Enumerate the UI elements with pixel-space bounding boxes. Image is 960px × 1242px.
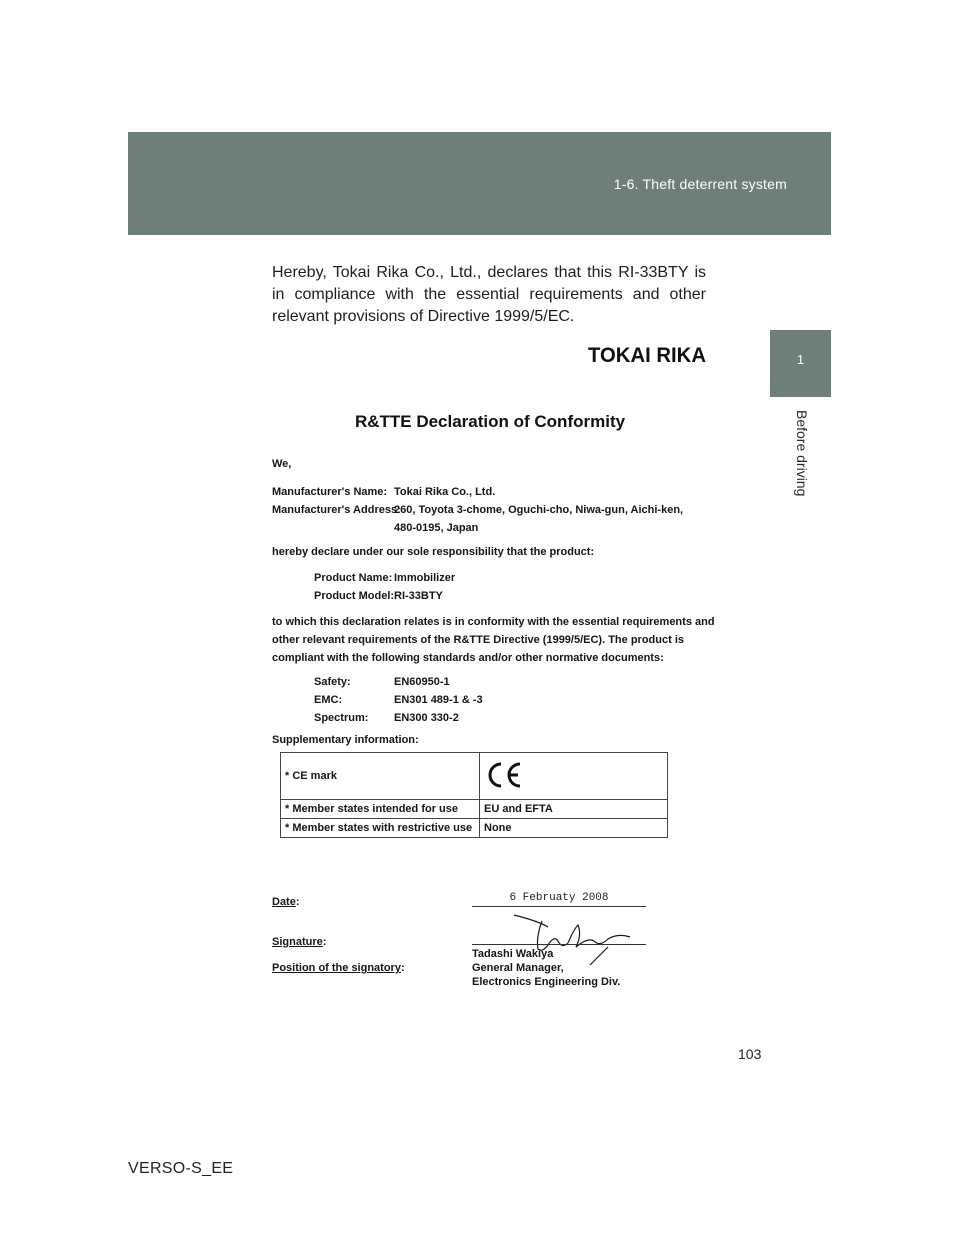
section-title: 1-6. Theft deterrent system (613, 176, 787, 192)
conformity-line-3: compliant with the following standards and/or other normative documents: (272, 652, 664, 664)
chapter-number: 1 (796, 352, 805, 367)
signature-label-row: Signature: (272, 936, 327, 948)
manufacturer-name-label: Manufacturer's Name: (272, 486, 388, 498)
hereby-line: hereby declare under our sole responsibility that the product: (272, 546, 595, 558)
date-value: 6 Februaty 2008 (509, 892, 609, 904)
header-bar (128, 132, 831, 235)
table-cell-label: * Member states intended for use (281, 800, 480, 819)
product-model-label: Product Model: (314, 590, 395, 602)
standard-label: Spectrum: (314, 712, 369, 724)
table-row (281, 819, 668, 838)
supplementary-table (280, 752, 668, 838)
declaration-scan (270, 412, 715, 992)
manufacturer-address-line1: 260, Toyota 3-chome, Oguchi-cho, Niwa-gun, Aichi-ken, (394, 504, 684, 516)
conformity-line-1: to which this declaration relates is in conformity with the essential requirements and (272, 616, 715, 628)
ce-mark-icon (484, 760, 524, 790)
supplementary-label: Supplementary information: (272, 734, 419, 746)
date-label: Date (272, 896, 296, 908)
manufacturer-address-line2: 480-0195, Japan (394, 522, 479, 534)
product-name-label: Product Name: (314, 572, 393, 584)
manufacturer-name: Tokai Rika Co., Ltd. (394, 486, 496, 498)
standard-value: EN300 330-2 (394, 712, 459, 724)
manufacturer-address-label: Manufacturer's Address: (272, 504, 401, 516)
signatory-name: Tadashi Wakiya (472, 948, 554, 960)
table-cell-value: EU and EFTA (480, 800, 668, 819)
model-code: VERSO-S_EE (128, 1160, 234, 1177)
page-number: 103 (738, 1046, 762, 1062)
position-label-row: Position of the signatory: (272, 962, 405, 974)
table-cell-value: None (480, 819, 668, 838)
product-model: RI-33BTY (394, 590, 443, 602)
table-row (281, 753, 668, 800)
we-line: We, (272, 458, 292, 470)
declaration-title: R&TTE Declaration of Conformity (354, 412, 626, 431)
signature-label: Signature (272, 936, 323, 948)
table-cell-value (480, 753, 668, 800)
standard-label: EMC: (314, 694, 343, 706)
date-label-row: Date: (272, 896, 300, 908)
signature-line (472, 944, 646, 945)
product-name: Immobilizer (394, 572, 456, 584)
table-cell-label: * CE mark (281, 753, 480, 800)
standard-value: EN60950-1 (394, 676, 450, 688)
chapter-tab (770, 330, 831, 397)
chapter-label (790, 410, 810, 520)
intro-paragraph: Hereby, Tokai Rika Co., Ltd., declares that this RI-33BTY is in compliance with the essential requirements and other relevant provisions of Directive 1999/5/EC. (272, 264, 706, 325)
position-label: Position of the signatory (272, 962, 401, 974)
standard-label: Safety: (314, 676, 351, 688)
standard-value: EN301 489-1 & -3 (394, 694, 483, 706)
signatory-division: Electronics Engineering Div. (472, 976, 621, 988)
tokai-rika-logo (588, 342, 706, 366)
table-row (281, 800, 668, 819)
conformity-line-2: other relevant requirements of the R&TTE Directive (1999/5/EC). The product is (272, 634, 684, 646)
chapter-label-text: Before driving (794, 410, 810, 497)
logo-text: TOKAI RIKA (588, 344, 706, 366)
table-cell-label: * Member states with restrictive use (281, 819, 480, 838)
signatory-title: General Manager, (472, 962, 564, 974)
